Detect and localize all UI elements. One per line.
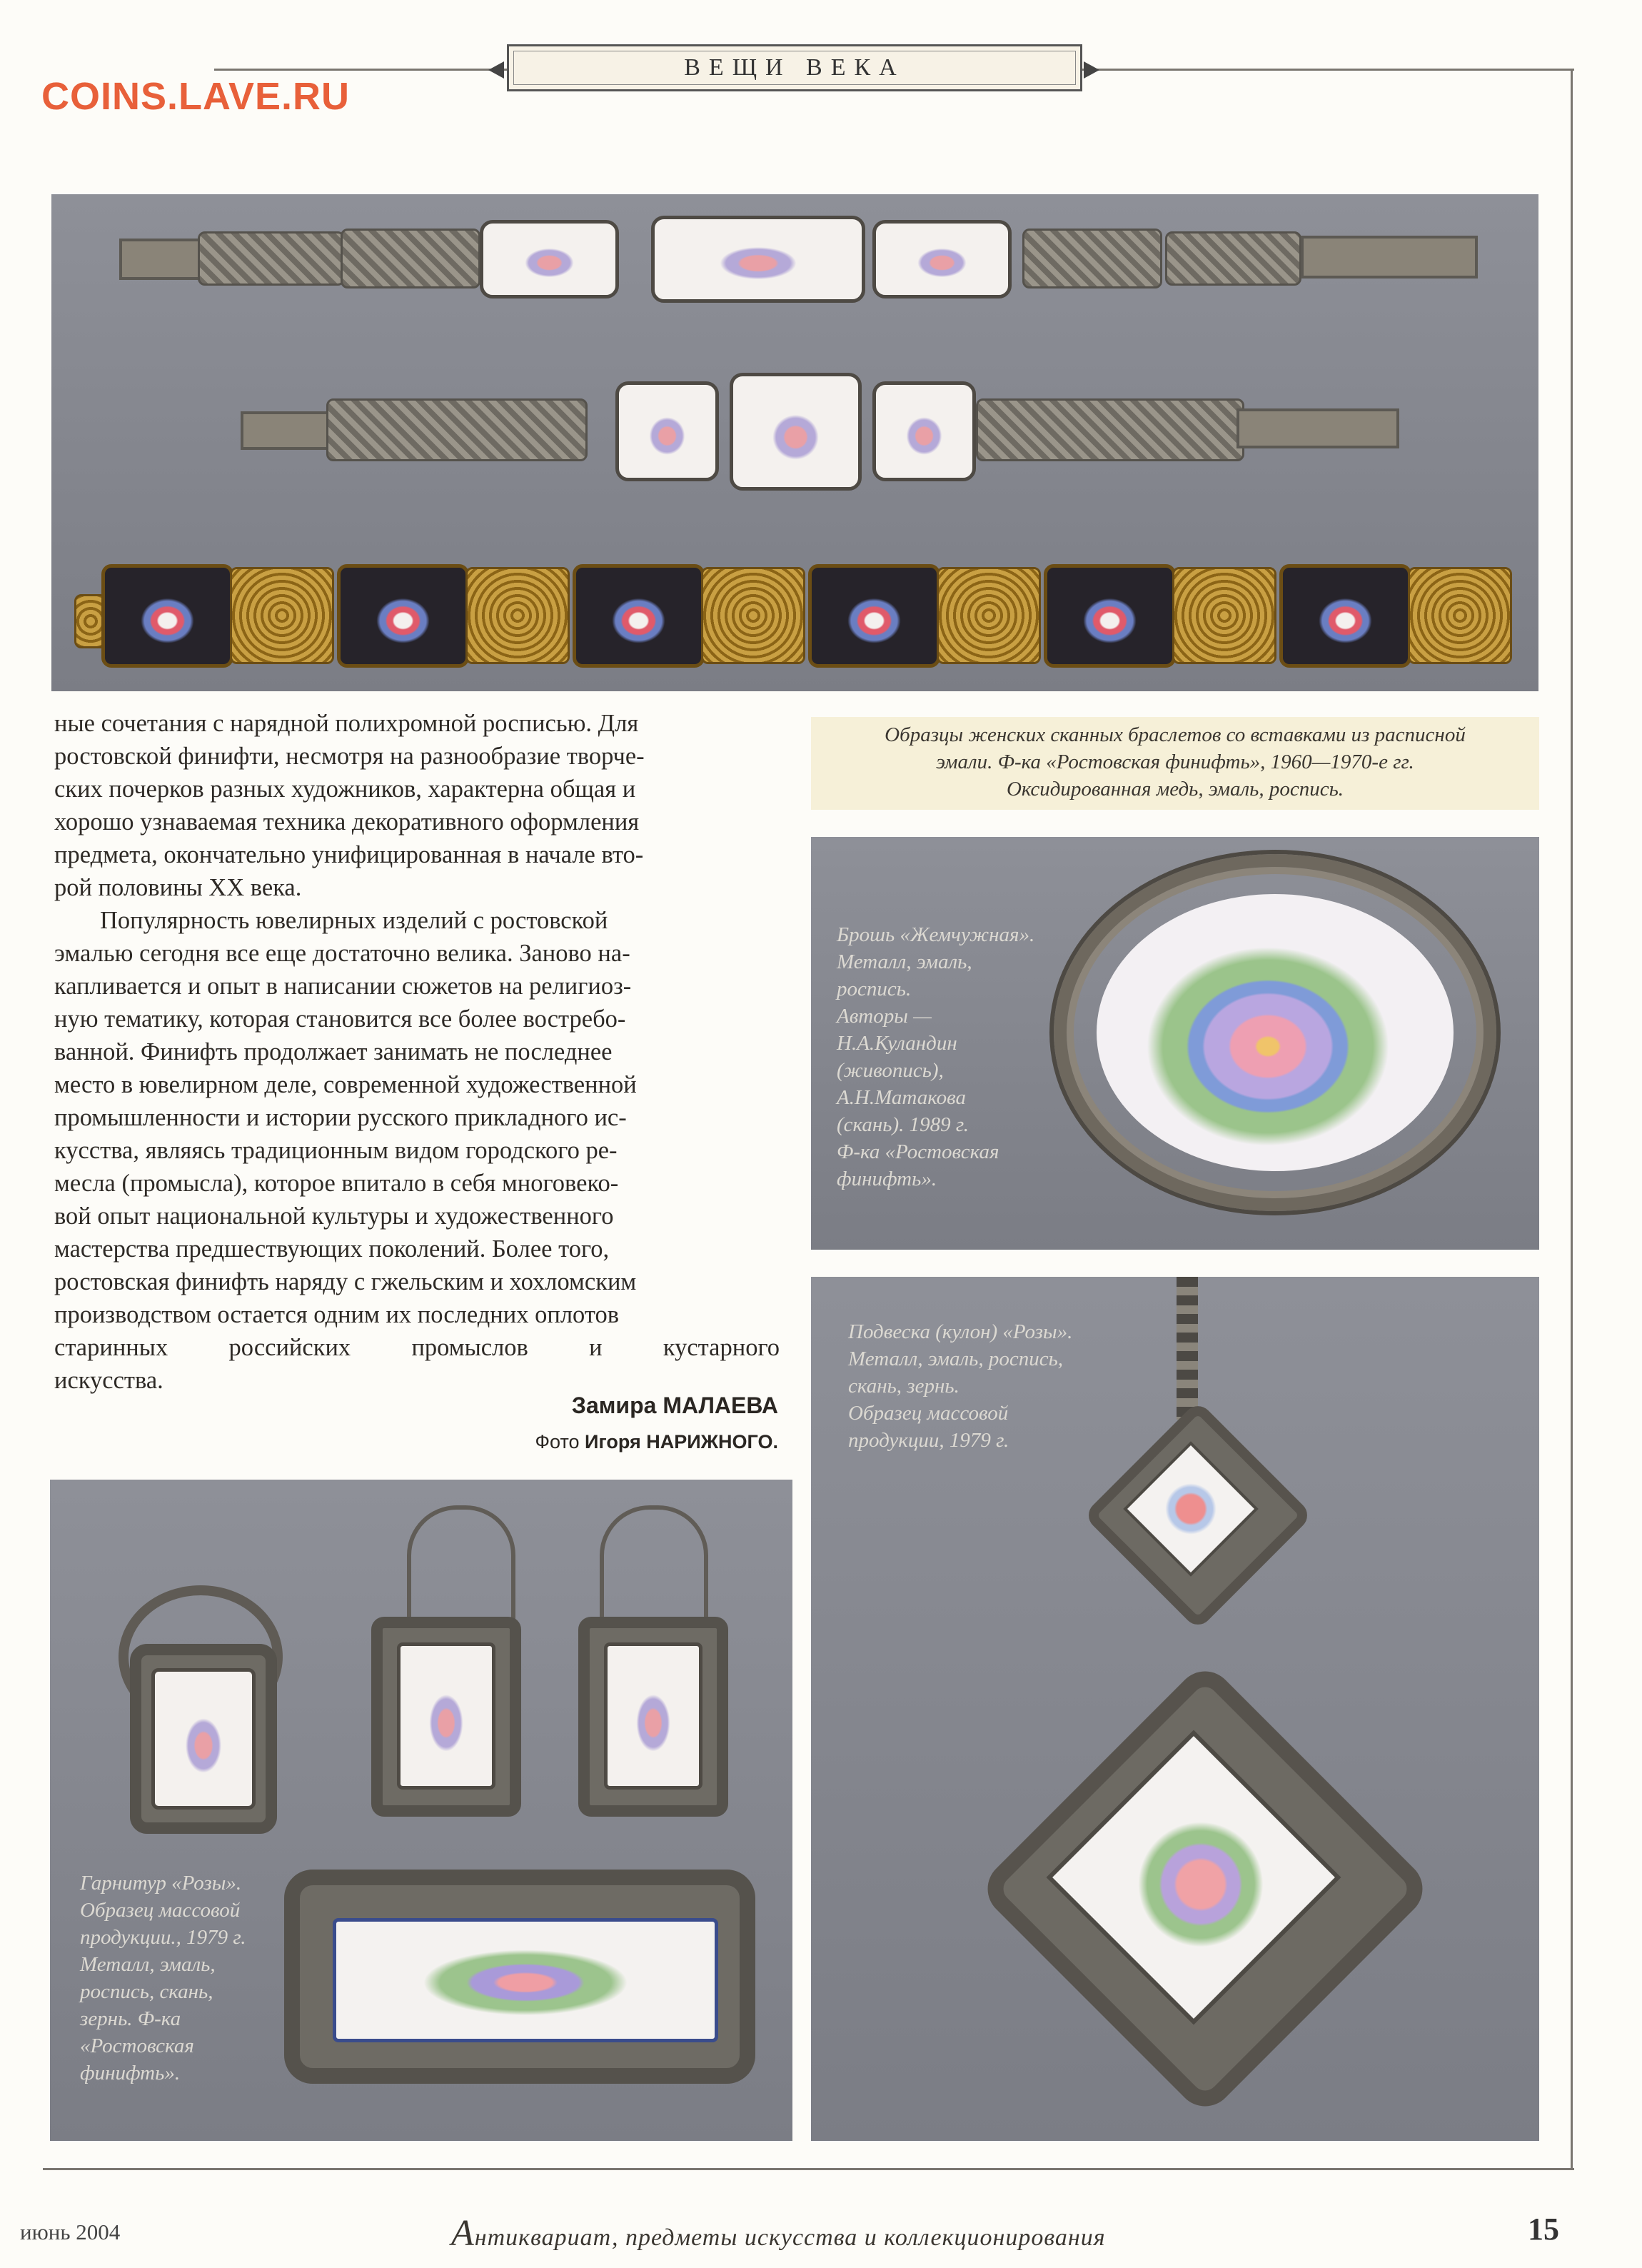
photo-credit (400, 1431, 778, 1453)
caption-line: финифть». (837, 1168, 937, 1190)
bracelet-3-link (1172, 567, 1276, 664)
page-right-rule (1571, 69, 1573, 2168)
article-body (54, 707, 780, 1397)
bracelet-3-enamel (101, 564, 233, 668)
text-line: ванной. Финифть продолжает занимать не последнее (54, 1038, 613, 1065)
magazine-title-initial: А (451, 2213, 475, 2254)
caption-line: (живопись), (837, 1059, 944, 1082)
issue-date: июнь 2004 (20, 2219, 121, 2244)
bracelets-photo (51, 194, 1538, 691)
bracelets-caption-box (811, 717, 1539, 810)
text-line: рой половины XX века. (54, 874, 302, 901)
caption-line: Образец массовой (848, 1402, 1009, 1425)
bracelet-1-clasp-right (1301, 236, 1478, 279)
bracelet-1-link (341, 229, 480, 288)
caption-line: Металл, эмаль, (80, 1953, 216, 1976)
pendant-chain (1177, 1277, 1198, 1420)
caption-line: (скань). 1989 г. (837, 1113, 969, 1136)
watermark: COINS.LAVE.RU (41, 75, 351, 118)
header-rule-left (214, 69, 514, 71)
bracelet-1-enamel-left (480, 220, 619, 298)
caption-line: финифть». (80, 2062, 181, 2084)
bracelets-caption-line: эмали. Ф-ка «Ростовская финифть», 1960—1970-е гг. (936, 751, 1414, 773)
bracelet-3-enamel (808, 564, 940, 668)
text-line: капливается и опыт в написании сюжетов на религиоз- (54, 973, 632, 1000)
caption-line: продукции., 1979 г. (80, 1926, 246, 1949)
bracelet-1-link (198, 231, 345, 286)
caption-line: продукции, 1979 г. (848, 1429, 1009, 1452)
bracelet-2-filigree-right (976, 398, 1244, 461)
caption-line: Авторы — (837, 1005, 932, 1028)
bracelet-3-link (230, 567, 334, 664)
header-ornament-left (488, 61, 504, 79)
caption-line: Н.А.Куландин (837, 1032, 957, 1055)
caption-line: Металл, эмаль, (837, 950, 972, 973)
bracelet-3-enamel (1044, 564, 1176, 668)
bracelet-2-clasp-right (1236, 408, 1399, 448)
brooch-caption (837, 921, 1079, 1193)
bracelet-1-link (1165, 231, 1301, 286)
article-author: Замира МАЛАЕВА (571, 1393, 778, 1418)
text-line: промышленности и истории русского прикладного ис- (54, 1104, 627, 1131)
brooch-photo (811, 837, 1539, 1250)
text-line: вой опыт национальной культуры и художественного (54, 1203, 614, 1230)
text-line: ную тематику, которая становится все более востребо- (54, 1005, 626, 1033)
bracelets-caption-line: Оксидированная медь, эмаль, роспись. (1006, 778, 1344, 801)
text-line: ные сочетания с нарядной полихромной росписью. Для (54, 710, 639, 737)
earring-right-hook (600, 1505, 708, 1624)
caption-line: Образец массовой (80, 1899, 241, 1922)
text-line: место в ювелирном деле, современной художественной (54, 1071, 637, 1098)
text-line: ростовской финифти, несмотря на разнообразие творче- (54, 743, 645, 770)
caption-line: А.Н.Матакова (837, 1086, 967, 1109)
bracelet-2-filigree-left (326, 398, 588, 461)
caption-line: Брошь «Жемчужная». (837, 923, 1035, 946)
bracelet-3-link (937, 567, 1041, 664)
text-line: хорошо узнаваемая техника декоративного оформления (54, 808, 640, 836)
caption-line: роспись, скань, (80, 1980, 213, 2003)
text-line: предмета, окончательно унифицированная в начале вто- (54, 841, 644, 868)
magazine-title-rest: нтиквариат, предметы искусства и коллекционирования (474, 2224, 1106, 2251)
paragraph-2 (54, 904, 780, 1397)
caption-line: скань, зернь. (848, 1375, 959, 1398)
bracelet-1-enamel-right (872, 220, 1012, 298)
bracelet-3-link (465, 567, 570, 664)
caption-line: Подвеска (кулон) «Розы». (848, 1320, 1073, 1343)
bracelet-3-link (701, 567, 805, 664)
bracelets-caption-line: Образцы женских сканных браслетов со вставками из расписной (885, 723, 1466, 746)
bracelet-1-link (1022, 229, 1162, 288)
text-line: кусства, являясь традиционным видом городского ре- (54, 1137, 618, 1164)
earring-left-hook (407, 1505, 515, 1624)
caption-line: Гарнитур «Розы». (80, 1872, 242, 1895)
text-line: Популярность ювелирных изделий с ростовской (100, 907, 608, 934)
caption-line: Ф-ка «Ростовская (837, 1140, 999, 1163)
caption-line: зернь. Ф-ка (80, 2007, 181, 2030)
bracelet-2-enamel-center (730, 373, 862, 491)
section-title: ВЕЩИ ВЕКА (684, 54, 905, 81)
magazine-title (451, 2212, 1106, 2254)
set-photo (50, 1480, 792, 2141)
footer-rule (43, 2168, 1574, 2170)
photo-credit-name: Игоря НАРИЖНОГО. (585, 1431, 778, 1452)
bracelet-1-enamel-center (651, 216, 865, 303)
set-brooch-enamel (333, 1918, 718, 2042)
bracelet-2-enamel-right (872, 381, 976, 481)
caption-line: Металл, эмаль, роспись, (848, 1348, 1064, 1370)
caption-line: роспись. (837, 978, 912, 1000)
text-line: производством остается одним их последних оплотов (54, 1301, 619, 1328)
bracelet-3-enamel (1279, 564, 1411, 668)
earring-right-enamel (604, 1642, 702, 1790)
bracelet-1-clasp-left (119, 239, 211, 280)
bracelet-2-enamel-left (615, 381, 719, 481)
pendant-photo (811, 1277, 1539, 2141)
text-line: ростовская финифть наряду с гжельским и хохломским (54, 1268, 637, 1295)
text-line: ских почерков разных художников, характерна общая и (54, 776, 636, 803)
header-ornament-right (1084, 61, 1099, 79)
text-line: мастерства предшествующих поколений. Более того, (54, 1235, 610, 1263)
text-line: старинных российских промыслов и кустарного (54, 1334, 780, 1361)
text-line: искусства. (54, 1367, 163, 1394)
caption-line: «Ростовская (80, 2034, 194, 2057)
bracelet-3-enamel (573, 564, 705, 668)
text-line: месла (промысла), которое впитало в себя многовеко- (54, 1170, 619, 1197)
section-label (507, 44, 1082, 91)
bracelet-3-enamel (337, 564, 469, 668)
page-number: 15 (1528, 2212, 1559, 2247)
bracelet-2-clasp-left (241, 411, 332, 450)
set-caption (80, 1870, 294, 2087)
bracelet-3-link (1408, 567, 1512, 664)
text-line: эмалью сегодня все еще достаточно велика. Заново на- (54, 940, 630, 967)
photo-credit-prefix: Фото (535, 1431, 580, 1452)
ring-enamel (151, 1668, 256, 1810)
paragraph-1 (54, 707, 780, 904)
brooch-enamel (1097, 894, 1454, 1171)
pendant-caption (848, 1318, 1148, 1454)
earring-left-enamel (397, 1642, 495, 1790)
